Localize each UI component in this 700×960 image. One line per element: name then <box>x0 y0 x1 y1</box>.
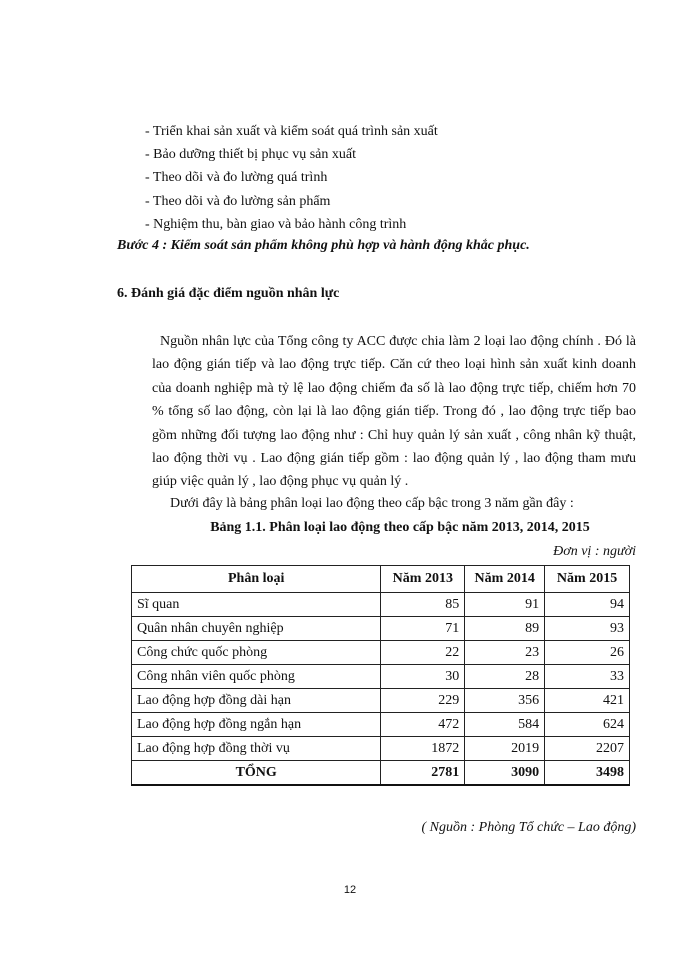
step-4-heading: Bước 4 : Kiểm soát sản phẩm không phù hợp và hành động khắc phục. <box>117 238 530 253</box>
cell-2013: 30 <box>381 665 465 689</box>
cell-2014: 2019 <box>465 737 545 761</box>
row-label: Lao động hợp đồng ngắn hạn <box>132 713 381 737</box>
table-row <box>132 617 630 641</box>
cell-2013: 229 <box>381 689 465 713</box>
header-2014: Năm 2014 <box>465 566 545 593</box>
bullet-item: - Triển khai sản xuất và kiểm soát quá trình sản xuất <box>145 124 438 139</box>
table-row <box>132 713 630 737</box>
cell-2015: 26 <box>545 641 630 665</box>
cell-2013: 85 <box>381 593 465 617</box>
header-2015: Năm 2015 <box>545 566 630 593</box>
bullet-item: - Bảo dưỡng thiết bị phục vụ sản xuất <box>145 147 356 163</box>
cell-2015: 2207 <box>545 737 630 761</box>
cell-2015: 94 <box>545 593 630 617</box>
row-label: Lao động hợp đồng thời vụ <box>132 737 381 761</box>
cell-2013: 71 <box>381 617 465 641</box>
table-row <box>132 593 630 617</box>
bullet-item: - Nghiệm thu, bàn giao và bảo hành công trình <box>145 216 407 232</box>
row-label: Công chức quốc phòng <box>132 641 381 665</box>
cell-2015: 624 <box>545 713 630 737</box>
total-2015: 3498 <box>545 761 630 786</box>
page-number: 12 <box>343 884 357 896</box>
header-2013: Năm 2013 <box>381 566 465 593</box>
cell-2013: 22 <box>381 641 465 665</box>
bullet-item: - Theo dõi và đo lường quá trình <box>145 170 328 186</box>
source-note: ( Nguồn : Phòng Tổ chức – Lao động) <box>421 820 636 835</box>
row-label: Quân nhân chuyên nghiệp <box>132 617 381 641</box>
body-paragraph: Nguồn nhân lực của Tổng công ty ACC được chia làm 2 loại lao động chính . Đó là lao động gián tiếp và lao động trực tiếp. Căn cứ theo loại hình sản xuất kinh doanh của doanh nghiệp mà tỷ lệ lao động chiếm đa số là lao động trực tiếp, chiếm hơn 70 % tổng số lao động, còn lại là lao động gián tiếp. Trong đó , lao động trực tiếp bao gồm những đối tượng lao động như : Chỉ huy quản lý sản xuất , công nhân kỹ thuật, lao động thời vụ . Lao động gián tiếp gồm : lao động quản lý , lao động tham mưu giúp việc quản lý , lao động phục vụ quản lý . <box>152 334 636 490</box>
total-2014: 3090 <box>465 761 545 786</box>
cell-2014: 89 <box>465 617 545 641</box>
table-title: Bảng 1.1. Phân loại lao động theo cấp bậc năm 2013, 2014, 2015 <box>210 520 590 535</box>
table-row <box>132 737 630 761</box>
cell-2013: 472 <box>381 713 465 737</box>
total-2013: 2781 <box>381 761 465 786</box>
table-row <box>132 665 630 689</box>
bullet-list <box>145 120 438 236</box>
table-unit: Đơn vị : người <box>553 544 636 559</box>
row-label: Công nhân viên quốc phòng <box>132 665 381 689</box>
cell-2014: 23 <box>465 641 545 665</box>
section-heading: 6. Đánh giá đặc điểm nguồn nhân lực <box>117 286 340 301</box>
row-label: Sĩ quan <box>132 593 381 617</box>
bullet-item: - Theo dõi và đo lường sản phẩm <box>145 193 331 209</box>
table-intro: Dưới đây là bảng phân loại lao động theo cấp bậc trong 3 năm gần đây : <box>170 496 574 511</box>
header-category: Phân loại <box>132 566 381 593</box>
cell-2013: 1872 <box>381 737 465 761</box>
cell-2015: 93 <box>545 617 630 641</box>
table-row <box>132 641 630 665</box>
table-total-row <box>132 761 630 786</box>
cell-2015: 33 <box>545 665 630 689</box>
cell-2014: 91 <box>465 593 545 617</box>
cell-2014: 28 <box>465 665 545 689</box>
row-label: Lao động hợp đồng dài hạn <box>132 689 381 713</box>
cell-2015: 421 <box>545 689 630 713</box>
table-header-row <box>132 566 630 593</box>
table-row <box>132 689 630 713</box>
labor-table <box>131 565 630 786</box>
total-label: TỔNG <box>132 761 381 786</box>
cell-2014: 584 <box>465 713 545 737</box>
cell-2014: 356 <box>465 689 545 713</box>
